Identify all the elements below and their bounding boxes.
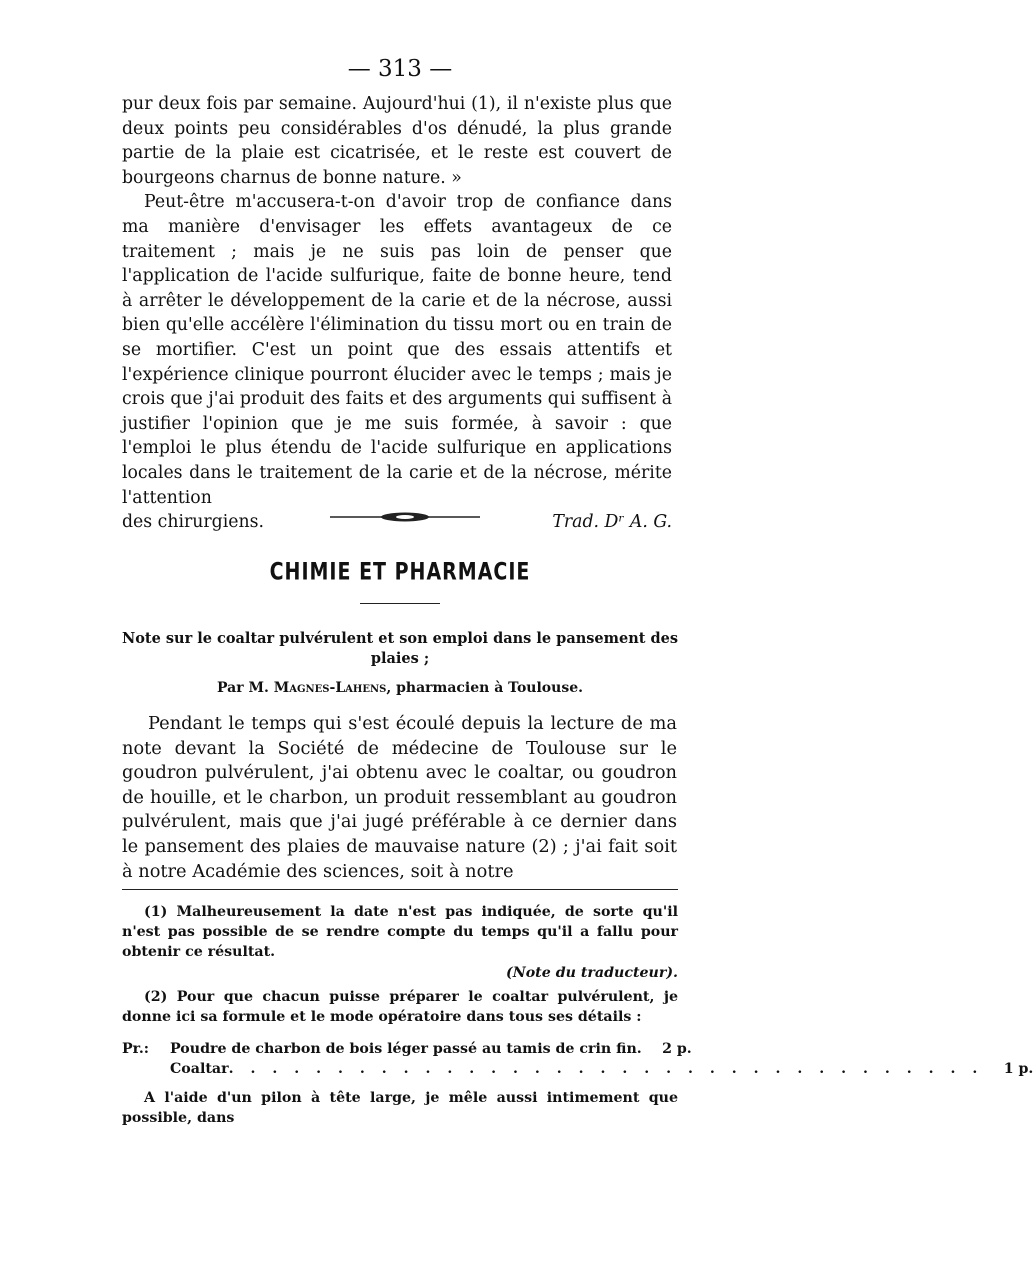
footnote-rule — [122, 889, 678, 890]
footnote-1-credit: (Note du traducteur). — [506, 964, 678, 981]
paragraph-1: pur deux fois par semaine. Aujourd'hui (1), il n'existe plus que deux points peu considérables d'os dénudé, la plus grande partie de la plaie est cicatrisée, et le reste est couvert de bourgeons charnus de bonne nature. » — [122, 94, 672, 188]
author-name: Magnes-Lahens, — [273, 680, 392, 696]
body-text-upper — [122, 92, 672, 535]
formula — [122, 1039, 1033, 1079]
author-suffix: pharmacien à Toulouse. — [396, 680, 583, 696]
section-title: CHIMIE ET PHARMACIE — [269, 558, 531, 586]
paragraph-2: Peut-être m'accusera-t-on d'avoir trop de confiance dans ma manière d'envisager les effets avantageux de ce traitement ; mais je ne suis pas loin de penser que l'application de l'acide sulfurique, faite de bonne heure, tend à arrêter le développement de la carie et de la nécrose, aussi bien qu'elle accélère l'élimination du tissu mort ou en train de se mortifier. C'est un point que des essais attentifs et l'expérience clinique pourront élucider avec le temps ; mais je crois que j'ai produit des faits et des arguments qui suffisent à justifier l'opinion que je me suis formée, à savoir : que l'emploi le plus étendu de l'acide sulfurique en applications locales dans le traitement de la carie et de la nécrose, mérite l'attention — [122, 192, 672, 508]
paragraph-3: Pendant le temps qui s'est écoulé depuis la lecture de ma note devant la Société de médecine de Toulouse sur le goudron pulvérulent, j'ai obtenu avec le coaltar, ou goudron de houille, et le charbon, un produit ressemblant au goudron pulvérulent, mais que j'ai jugé préférable à ce dernier dans le pansement des plaies de mauvaise nature (2) ; j'ai fait soit à notre Académie des sciences, soit à notre — [122, 713, 677, 882]
translator-signature: Trad. Dʳ A. G. — [552, 512, 672, 533]
formula-qty-2: 1 p. — [1003, 1061, 1033, 1078]
author-prefix: Par M. — [217, 680, 269, 696]
footnote-2: (2) Pour que chacun puisse préparer le coaltar pulvérulent, je donne ici sa formule et le mode opératoire dans tous ses détails : — [122, 988, 678, 1026]
formula-leader-dots: . . . . . . . . . . . . . . . . . . . . . . . . . . . . . . . . . . . — [228, 1061, 984, 1078]
section-rule — [360, 603, 440, 604]
formula-ingredient-2: Coaltar — [170, 1061, 229, 1078]
formula-prefix: Pr.: — [122, 1041, 150, 1058]
ornament-divider — [330, 510, 480, 524]
signature-left-text: des chirurgiens. — [122, 512, 264, 533]
footnotes — [122, 902, 1033, 1128]
formula-ingredient-1: Poudre de charbon de bois léger passé au tamis de crin fin. — [170, 1041, 642, 1058]
formula-row-2 — [122, 1059, 1033, 1079]
note-title: Note sur le coaltar pulvérulent et son emploi dans le pansement des plaies ; — [121, 630, 679, 667]
footnote-2-continuation: A l'aide d'un pilon à tête large, je mêle aussi intimement que possible, dans — [122, 1089, 678, 1126]
formula-qty-1: 2 p. — [662, 1041, 692, 1058]
footnote-1: (1) Malheureusement la date n'est pas indiquée, de sorte qu'il n'est pas possible de se rendre compte du temps qu'il a fallu pour obtenir ce résultat. — [122, 904, 678, 961]
page-number: — 313 — — [347, 56, 453, 82]
formula-row-1 — [122, 1039, 692, 1059]
author-line — [0, 680, 800, 696]
body-text-lower — [122, 712, 677, 884]
